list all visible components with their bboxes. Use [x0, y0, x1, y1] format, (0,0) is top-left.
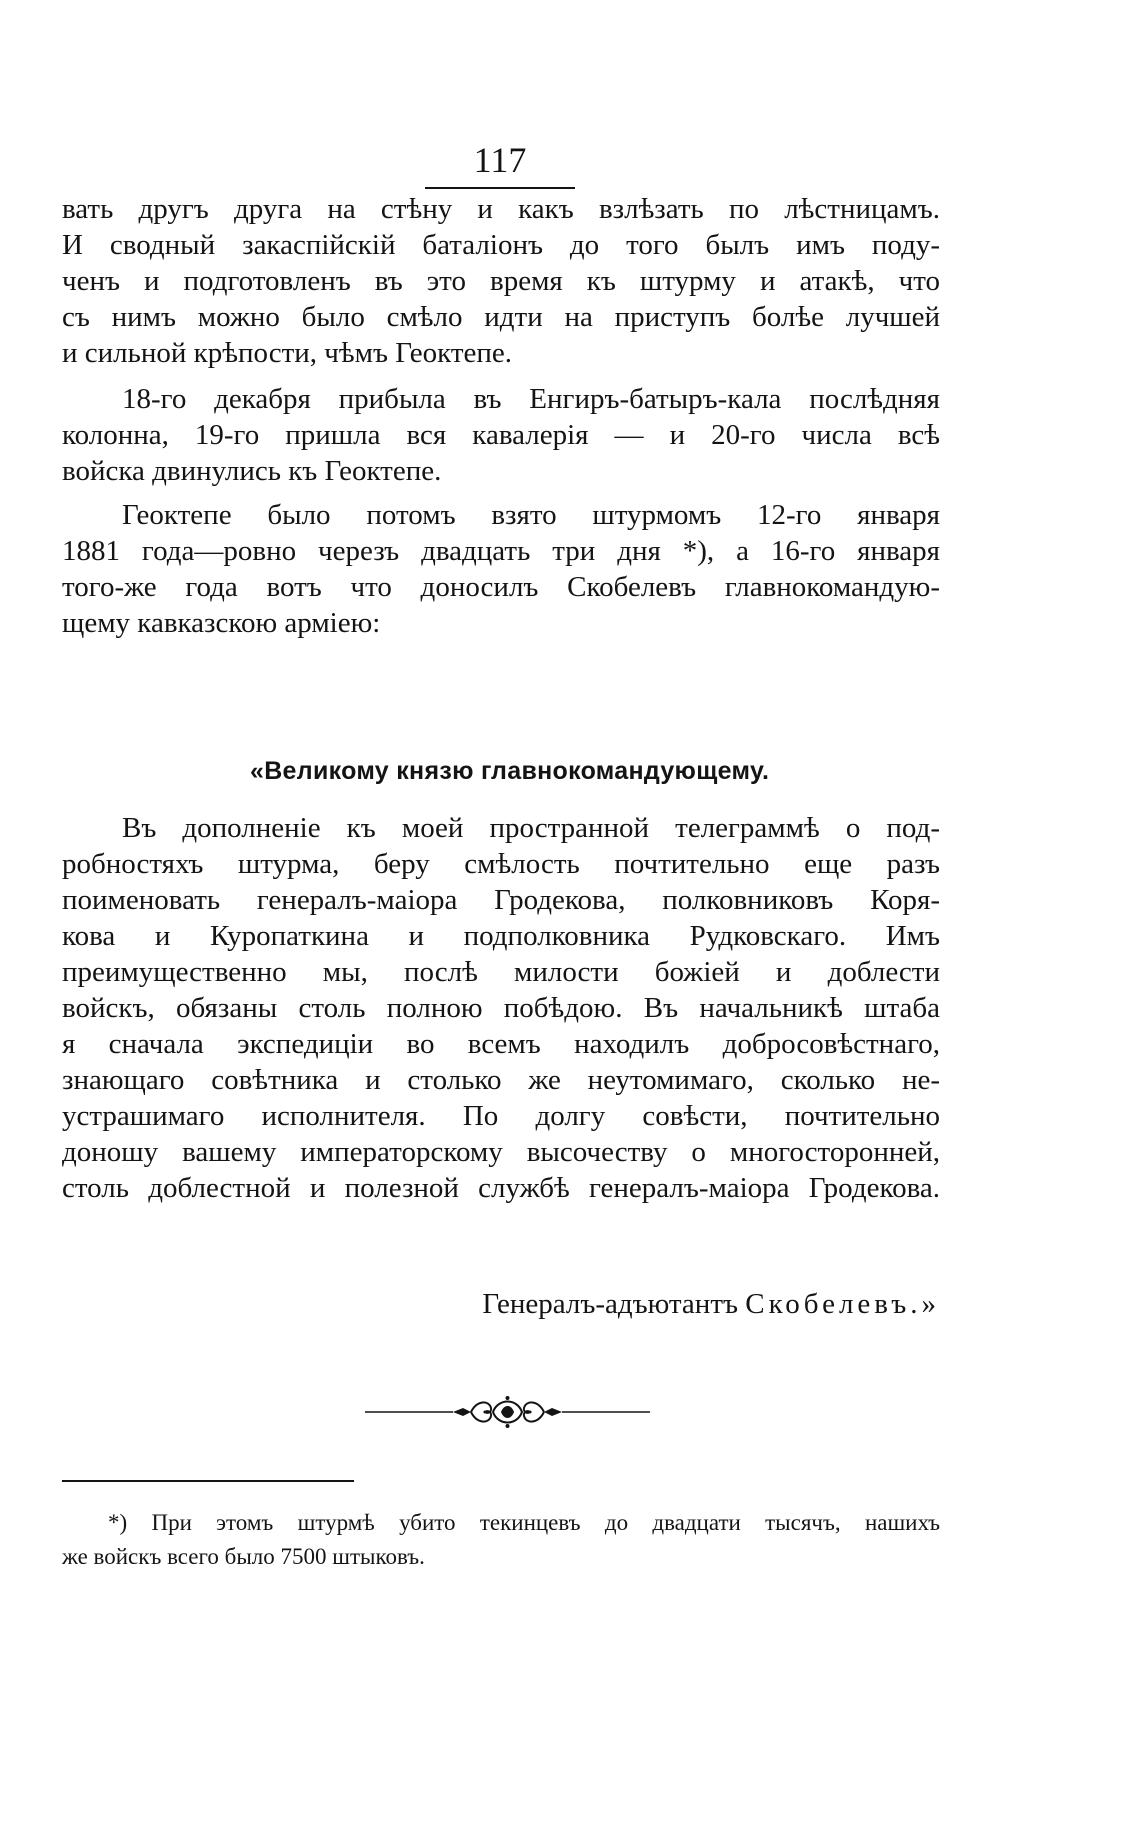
telegram-line: знающаго совѣтника и столько же неутомимаго, сколько не-	[62, 1064, 940, 1096]
telegram-line: робностяхъ штурма, беру смѣлость почтительно еще разъ	[62, 848, 940, 880]
telegram-line: кова и Куропаткина и подполковника Рудковскаго. Имъ	[62, 920, 940, 952]
telegram-line: Въ дополненіе къ моей пространной телеграммѣ о под-	[122, 812, 940, 844]
signature-name: Скобелевъ.»	[745, 1288, 940, 1320]
text-line: колонна, 19-го пришла вся кавалерія — и 20-го числа всѣ	[62, 419, 940, 451]
telegram-line: поименовать генералъ-маіора Гродекова, полковниковъ Коря-	[62, 884, 940, 916]
text-line: щему кавказскою арміею:	[62, 607, 381, 639]
text-line: вать другъ друга на стѣну и какъ взлѣзать по лѣстницамъ.	[62, 193, 940, 225]
floral-ornament-icon	[365, 1394, 650, 1430]
telegram-line: доношу вашему императорскому высочеству о многосторонней,	[62, 1136, 940, 1168]
telegram-line: столь доблестной и полезной службѣ генералъ-маіора Гродекова.	[62, 1172, 940, 1204]
telegram-heading: «Великому князю главнокомандующему.	[250, 757, 770, 785]
footnote-line: же войскъ всего было 7500 штыковъ.	[62, 1544, 425, 1569]
text-line: и сильной крѣпости, чѣмъ Геоктепе.	[62, 337, 513, 369]
footnote-separator	[62, 1480, 354, 1482]
telegram-line: преимущественно мы, послѣ милости божіей и доблести	[62, 956, 940, 988]
text-line: 18-го декабря прибыла въ Енгиръ-батыръ-кала послѣдняя	[122, 383, 940, 415]
telegram-line: войскъ, обязаны столь полною побѣдою. Въ начальникѣ штаба	[62, 992, 940, 1024]
text-line: съ нимъ можно было смѣло идти на приступъ болѣе лучшей	[62, 301, 940, 333]
telegram-line: я сначала экспедиціи во всемъ находилъ добросовѣстнаго,	[62, 1028, 940, 1060]
signature-title: Генералъ-адъютантъ	[482, 1288, 738, 1320]
text-line: ченъ и подготовленъ въ это время къ штурму и атакѣ, что	[62, 265, 940, 297]
text-line: 1881 года—ровно черезъ двадцать три дня *), а 16-го января	[62, 535, 940, 567]
telegram-line: устрашимаго исполнителя. По долгу совѣсти, почтительно	[62, 1100, 940, 1132]
text-line: Геоктепе было потомъ взято штурмомъ 12-го января	[122, 499, 940, 531]
page-number: 117	[473, 140, 527, 180]
text-line: того-же года вотъ что доносилъ Скобелевъ главнокомандую-	[62, 571, 940, 603]
text-line: И сводный закаспійскій баталіонъ до того былъ имъ поду-	[62, 229, 940, 261]
footnote-line: *) При этомъ штурмѣ убито текинцевъ до двадцати тысячъ, нашихъ	[108, 1510, 940, 1535]
text-line: войска двинулись къ Геоктепе.	[62, 455, 442, 487]
page-number-underline	[425, 187, 575, 189]
telegram-signature	[408, 1286, 940, 1322]
